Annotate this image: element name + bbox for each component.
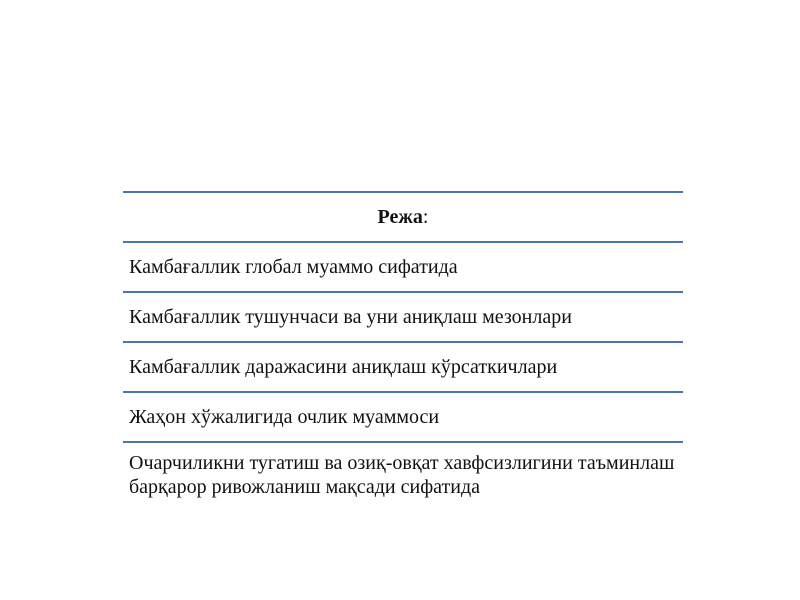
plan-title: Режа: [377, 205, 423, 228]
plan-header: [123, 191, 683, 243]
plan-title-colon: :: [422, 205, 429, 228]
plan-item: [123, 293, 683, 343]
plan-item: [123, 343, 683, 393]
plan-item-text: Жаҳон хўжалигида очлик муаммоси: [129, 406, 440, 428]
plan-item-text: Камбағаллик глобал муаммо сифатида: [129, 256, 458, 278]
plan-table: [123, 191, 683, 499]
plan-item-text: Камбағаллик даражасини аниқлаш кўрсаткичлари: [129, 356, 558, 378]
plan-item: [123, 393, 683, 443]
plan-item-text: Камбағаллик тушунчаси ва уни аниқлаш мезонлари: [129, 306, 572, 328]
plan-item: [123, 443, 683, 499]
plan-item: [123, 243, 683, 293]
plan-item-text: Очарчиликни тугатиш ва озиқ-овқат хавфсизлигини таъминлаш барқарор ривожланиш мақсади сифатида: [129, 452, 675, 498]
